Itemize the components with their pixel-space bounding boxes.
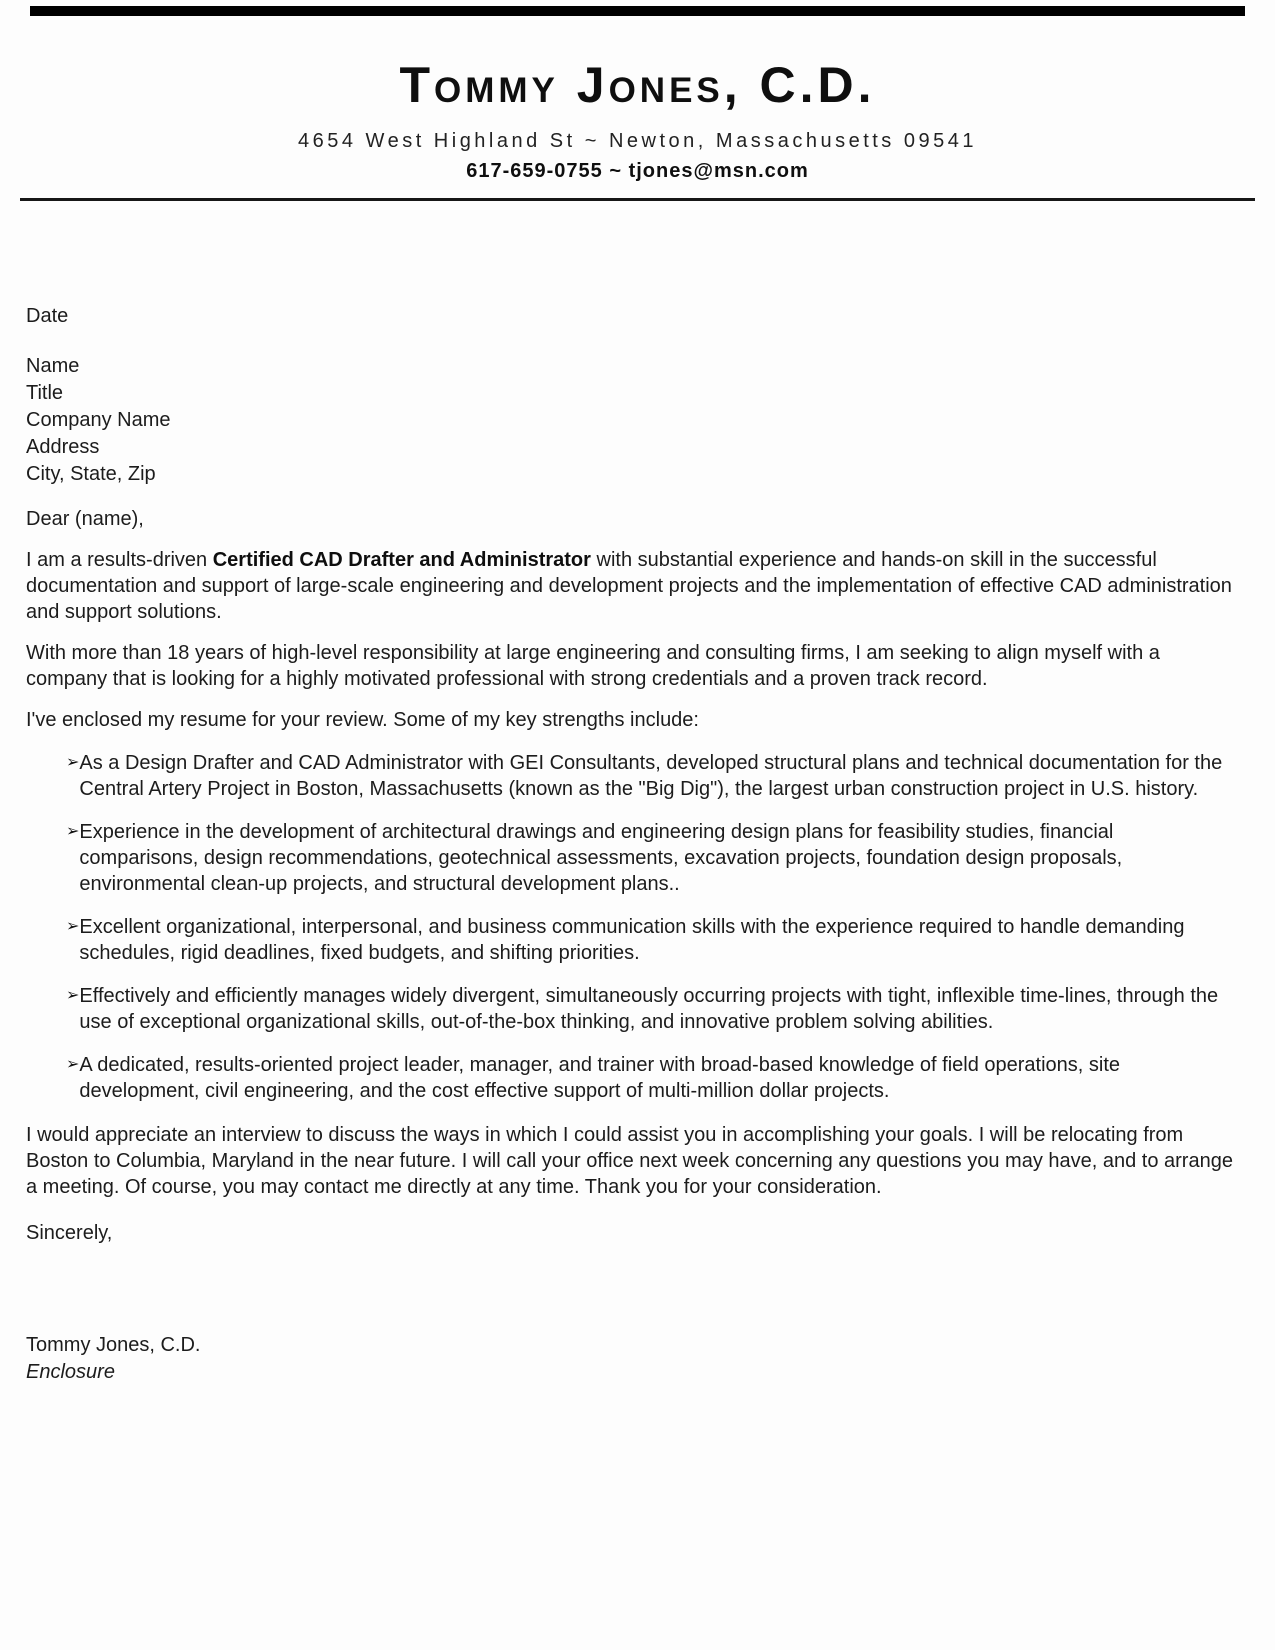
bullet-arrow-icon: ➢: [66, 987, 80, 1004]
recipient-line-company: Company Name: [26, 409, 171, 431]
closing-paragraph: I would appreciate an interview to discuss the ways in which I could assist you in accomplishing your goals. I will be relocating from Boston to Columbia, Maryland in the near future. I will call your office next week concerning any questions you may have, and to arrange a meeting. Of course, you may contact me directly at any time. Thank you for your consideration.: [26, 1124, 1233, 1198]
experience-paragraph: With more than 18 years of high-level responsibility at large engineering and consulting firms, I am seeking to align myself with a company that is looking for a highly motivated professional with strong credentials and a proven track record.: [26, 642, 1160, 690]
enclosure-note: Enclosure: [26, 1361, 115, 1383]
intro-paragraph: [26, 547, 1243, 625]
intro-prefix: I am a results-driven: [26, 549, 213, 571]
date-placeholder: Date: [26, 305, 69, 327]
scan-artifact-bar: [30, 6, 1245, 16]
strengths-list: [26, 750, 1243, 1104]
letterhead-name: Tommy Jones, C.D.: [399, 57, 876, 113]
strength-bullet: [26, 914, 1243, 966]
strength-bullet: [26, 750, 1243, 802]
strengths-lead-in: I've enclosed my resume for your review. Some of my key strengths include:: [26, 709, 699, 731]
recipient-line-city-state-zip: City, State, Zip: [26, 463, 156, 485]
strength-bullet-text: As a Design Drafter and CAD Administrator with GEI Consultants, developed structural plans and technical documentation for the Central Artery Project in Boston, Massachusetts (known as the "Big Dig"), the largest urban construction project in U.S. history.: [79, 752, 1223, 800]
recipient-line-address: Address: [26, 436, 100, 458]
letterhead-rule: [20, 198, 1255, 201]
intro-bold-credential: Certified CAD Drafter and Administrator: [212, 549, 591, 571]
signature-name: Tommy Jones, C.D.: [26, 1334, 201, 1356]
bullet-arrow-icon: ➢: [66, 754, 80, 771]
strength-bullet: [26, 983, 1243, 1035]
letterhead: [0, 0, 1275, 183]
letterhead-contact: 617-659-0755 ~ tjones@msn.com: [466, 160, 809, 182]
salutation: Dear (name),: [26, 508, 144, 530]
bullet-arrow-icon: ➢: [66, 918, 80, 935]
bullet-arrow-icon: ➢: [66, 823, 80, 840]
recipient-line-title: Title: [26, 382, 64, 404]
strength-bullet-text: Effectively and efficiently manages widely divergent, simultaneously occurring projects with tight, inflexible time-lines, through the use of exceptional organizational skills, out-of-the-box thinking, and innovative problem solving abilities.: [79, 985, 1219, 1033]
recipient-line-name: Name: [26, 355, 80, 377]
recipient-block: [26, 353, 1243, 488]
letterhead-address: 4654 West Highland St ~ Newton, Massachusetts 09541: [298, 130, 977, 152]
intro-suffix: with substantial experience and hands-on skill in the successful documentation and support of large-scale engineering and development projects and the implementation of effective CAD administration and support solutions.: [26, 549, 1232, 623]
letter-body: [0, 303, 1275, 1386]
valediction: Sincerely,: [26, 1222, 113, 1244]
strength-bullet: [26, 819, 1243, 897]
bullet-arrow-icon: ➢: [66, 1056, 80, 1073]
strength-bullet: [26, 1052, 1243, 1104]
strength-bullet-text: Excellent organizational, interpersonal, and business communication skills with the experience required to handle demanding schedules, rigid deadlines, fixed budgets, and shifting priorities.: [79, 916, 1185, 964]
strength-bullet-text: Experience in the development of architectural drawings and engineering design plans for feasibility studies, financial comparisons, design recommendations, geotechnical assessments, excavation projects, foundation design proposals, environmental clean-up projects, and structural development plans..: [79, 821, 1123, 895]
strength-bullet-text: A dedicated, results-oriented project leader, manager, and trainer with broad-based knowledge of field operations, site development, civil engineering, and the cost effective support of multi-million dollar projects.: [79, 1054, 1121, 1102]
signature-block: [26, 1332, 1243, 1386]
